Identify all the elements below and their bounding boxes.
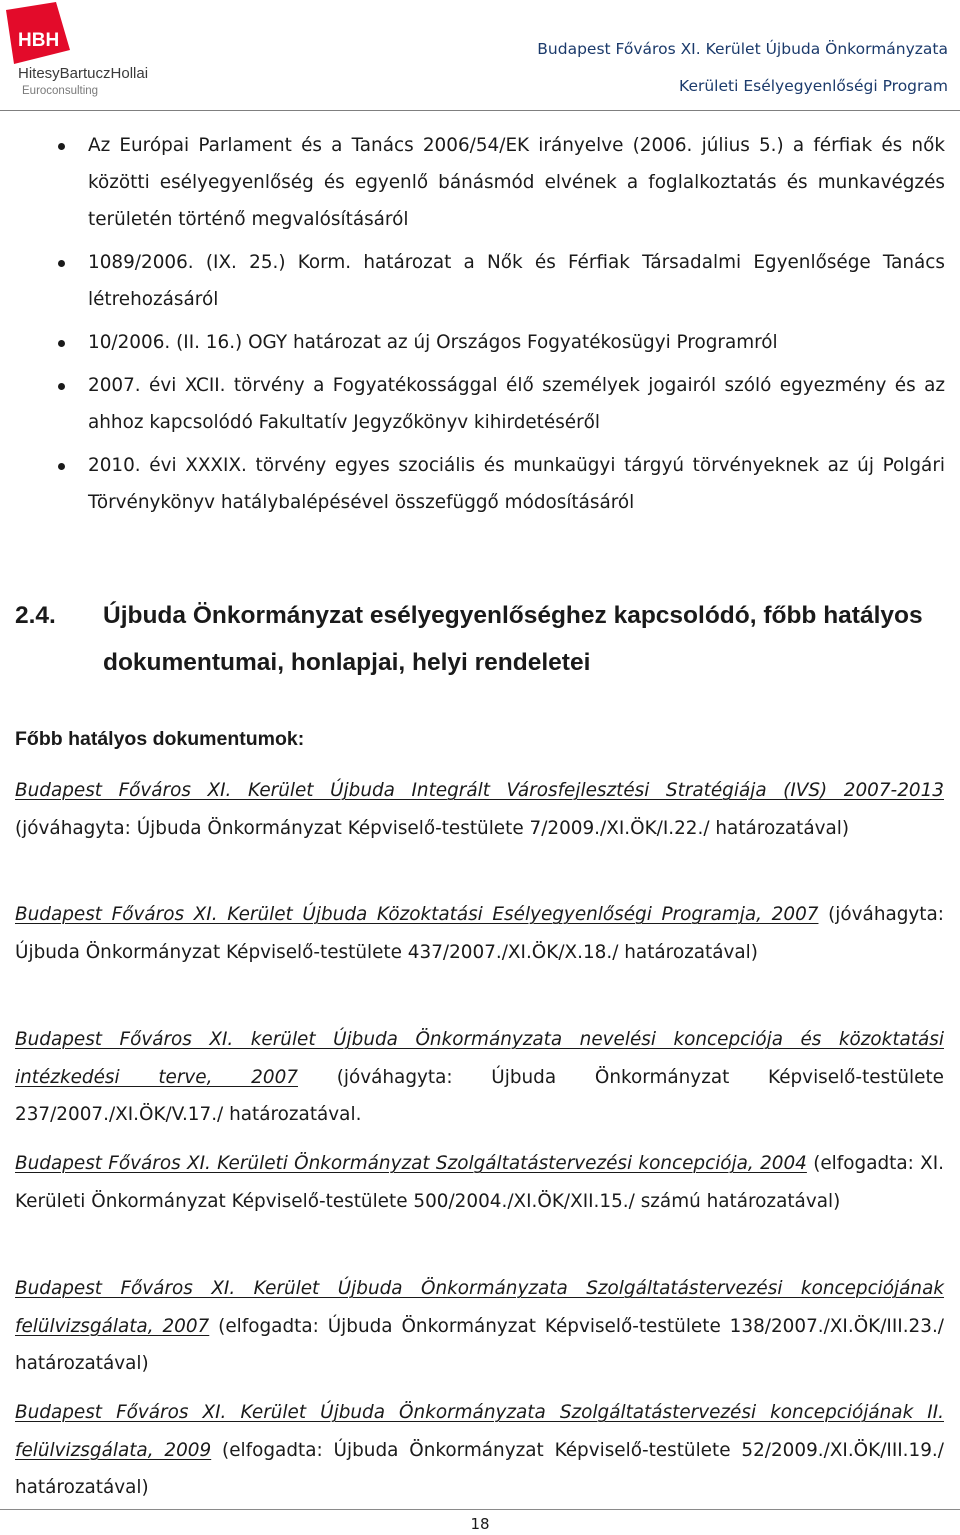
- section-number: 2.4.: [15, 602, 56, 629]
- document-entry: [15, 1021, 944, 1134]
- document-approval: (jóváhagyta: Újbuda Önkormányzat Képviselő-testülete 437/2007./XI.ÖK/X.18./ határozatával): [15, 904, 944, 963]
- header-divider: [0, 110, 960, 111]
- header-municipality: Budapest Főváros XI. Kerület Újbuda Önkormányzata: [537, 40, 948, 58]
- logo-subtitle: Euroconsulting: [22, 85, 99, 97]
- document-link[interactable]: Budapest Főváros XI. Kerület Újbuda Közoktatási Esélyegyenlőségi Programja, 2007: [15, 904, 819, 925]
- document-link[interactable]: Budapest Főváros XI. Kerület Újbuda Önkormányzata Szolgáltatástervezési koncepciójának felülvizsgálata, 2007: [15, 1278, 944, 1337]
- list-item: Az Európai Parlament és a Tanács 2006/54/EK irányelve (2006. július 5.) a férfiak és nők közötti esélyegyenlőség és egyenlő bánásmód elvének a foglalkoztatás és munkavégzés területén történő megvalósításáról: [0, 127, 945, 238]
- list-item: 1089/2006. (IX. 25.) Korm. határozat a Nők és Férfiak Társadalmi Egyenlősége Tanács létrehozásáról: [0, 244, 945, 318]
- footer-divider: [0, 1509, 960, 1510]
- page-header: [0, 0, 960, 112]
- document-entry: [15, 1270, 944, 1383]
- document-approval: (elfogadta: XI. Kerületi Önkormányzat Képviselő-testülete 500/2004./XI.ÖK/XII.15./ számú határozatával): [15, 1153, 944, 1212]
- bullet-icon: [58, 383, 65, 390]
- document-link[interactable]: Budapest Főváros XI. Kerület Újbuda Önkormányzata Szolgáltatástervezési koncepciójának II. felülvizsgálata, 2009: [15, 1402, 944, 1461]
- document-entry: [15, 1394, 944, 1507]
- page-number: 18: [470, 1515, 490, 1533]
- document-approval: (jóváhagyta: Újbuda Önkormányzat Képviselő-testülete 237/2007./XI.ÖK/V.17./ határozatával.: [15, 1066, 944, 1125]
- document-entry: [15, 896, 944, 971]
- logo-letters: HBH: [18, 30, 60, 51]
- hbh-logo: [4, 2, 174, 102]
- legislation-list: [0, 127, 960, 527]
- documents-subheading: Főbb hatályos dokumentumok:: [15, 728, 305, 750]
- document-link[interactable]: Budapest Főváros XI. Kerület Újbuda Integrált Városfejlesztési Stratégiája (IVS) 2007-2013: [15, 780, 944, 801]
- list-item: 2007. évi XCII. törvény a Fogyatékossággal élő személyek jogairól szóló egyezmény és az ahhoz kapcsolódó Fakultatív Jegyzőkönyv kihirdetéséről: [0, 367, 945, 441]
- bullet-icon: [58, 143, 65, 150]
- document-entry: [15, 1145, 944, 1220]
- bullet-icon: [58, 463, 65, 470]
- bullet-icon: [58, 340, 65, 347]
- document-link[interactable]: Budapest Főváros XI. kerület Újbuda Önkormányzata nevelési koncepciója és közoktatási intézkedési terve, 2007: [15, 1029, 944, 1088]
- list-item: 10/2006. (II. 16.) OGY határozat az új Országos Fogyatékosügyi Programról: [0, 324, 945, 361]
- document-entry: [15, 772, 944, 847]
- bullet-icon: [58, 260, 65, 267]
- document-approval: (jóváhagyta: Újbuda Önkormányzat Képviselő-testülete 7/2009./XI.ÖK/I.22./ határozatával): [15, 817, 850, 839]
- header-program: Kerületi Esélyegyenlőségi Program: [679, 77, 948, 95]
- document-approval: (elfogadta: Újbuda Önkormányzat Képviselő-testülete 52/2009./XI.ÖK/III.19./ határozatával): [15, 1439, 944, 1498]
- document-link[interactable]: Budapest Főváros XI. Kerületi Önkormányzat Szolgáltatástervezési koncepciója, 2004: [15, 1153, 807, 1174]
- list-item: 2010. évi XXXIX. törvény egyes szociális és munkaügyi tárgyú törvényeknek az új Polgári Törvénykönyv hatálybalépésével összefüggő módosításáról: [0, 447, 945, 521]
- logo-name: HitesyBartuczHollai: [18, 65, 149, 82]
- document-approval: (elfogadta: Újbuda Önkormányzat Képviselő-testülete 138/2007./XI.ÖK/III.23./ határozatával): [15, 1315, 944, 1374]
- section-title: Újbuda Önkormányzat esélyegyenlőséghez kapcsolódó, főbb hatályos dokumentumai, honlapjai, helyi rendeletei: [103, 602, 923, 676]
